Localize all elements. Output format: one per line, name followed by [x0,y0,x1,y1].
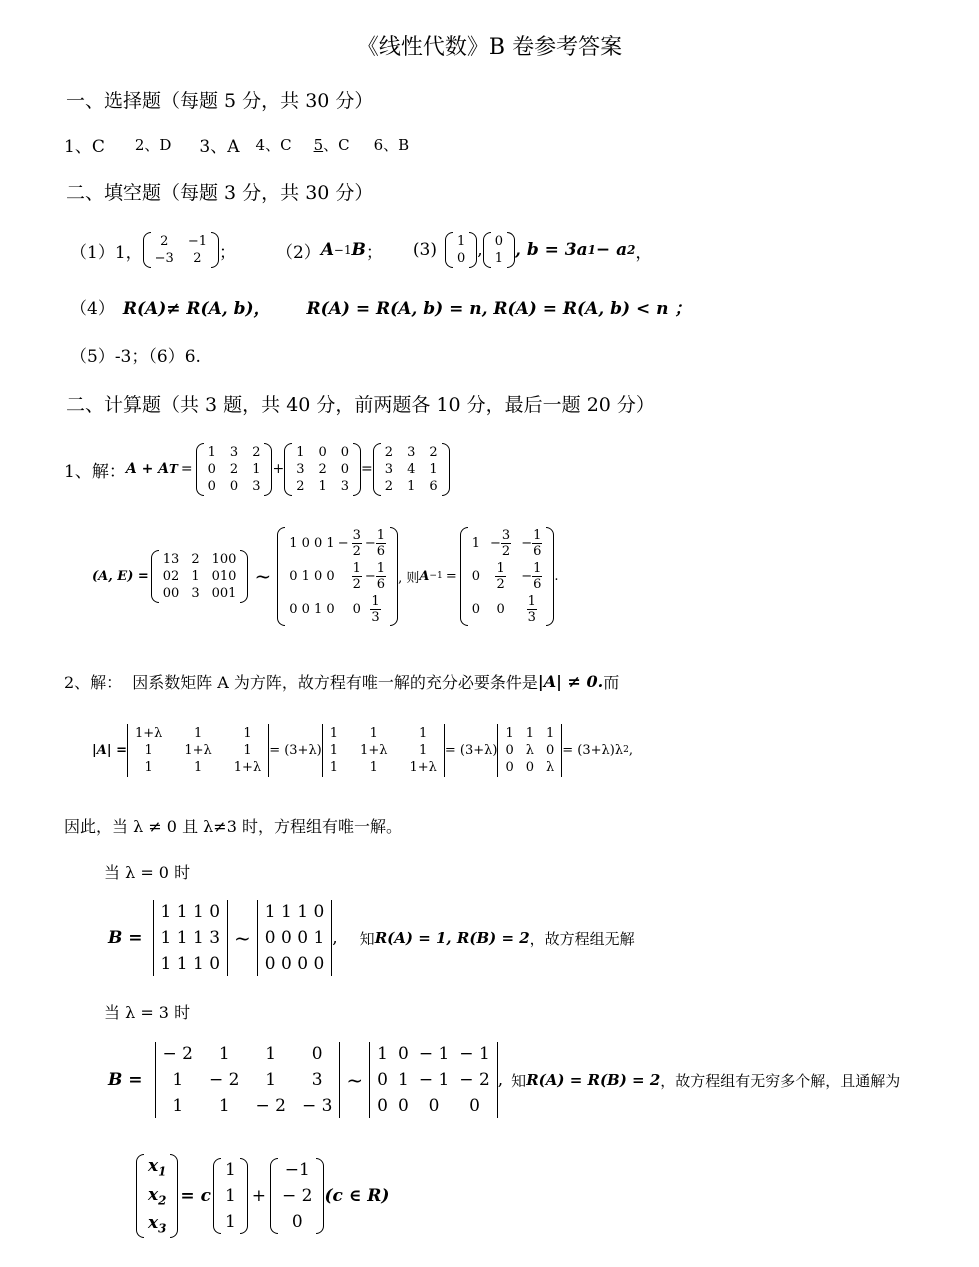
problem-1-inverse: (A, E) = 13 2 100 02 1 010 00 3 001 ~ 1 0 0 1 − $\frac{3}{2}$ − $\frac{1}{6}$ 0 1 0 0 $\frac{1}{2}$ − $\frac{1}{6}$ 0 0 1 0 0 $\frac{1}{3}$ , 则 A −1 = 1 − $\frac{3}{2}$ − $\frac{1}{6}$ 0 $\frac{1}{2}$ − $\frac{1}{6}$ 0 0 $\frac{1}{3}$ . [92,527,559,625]
solution-vector-1: 1 1 1 [213,1158,248,1234]
reduced-matrix: 1 0 0 1 − $\frac{3}{2}$ − $\frac{1}{6}$ 0 1 0 0 $\frac{1}{2}$ − $\frac{1}{6}$ 0 0 1 0 0 $\frac{1}{3}$ [277,527,398,626]
answer-6: 6、B [373,136,410,154]
det-matrix-1: 1+λ 1 1 1 1+λ 1 1 1 1+λ [127,724,269,777]
q3-vector-1: 1 0 [445,232,477,268]
fill-row-4: （4） R(A)≠ R(A, b)， R(A) = R(A, b) = n, R(A) = R(A, b) < n ； [70,299,692,319]
det-matrix-2: 1 1 1 1 1+λ 1 1 1 1+λ [322,724,445,777]
case-0-matrix-1: 1 1 1 0 1 1 1 3 1 1 1 0 [153,900,228,976]
choice-answers [64,132,409,157]
problem-2-intro: 2、解： 因系数矩阵 A 为方阵，故方程有唯一解的充分必要条件是 |A| ≠ 0. 而 [64,672,620,692]
case-3-matrix-2: 1 0 − 1 − 1 0 1 − 1 − 2 0 0 0 0 [369,1042,498,1118]
q1-prefix: （1）1， [70,242,143,263]
matrix-a: 1 3 2 0 2 1 0 0 3 [196,443,273,496]
q1-matrix: 2 −1 −3 2 [143,232,219,268]
unique-solution-condition: 因此，当 λ ≠ 0 且 λ≠3 时，方程组有唯一解。 [64,817,402,836]
augmented-matrix: 13 2 100 02 1 010 00 3 001 [151,550,249,603]
answer-5: 5、C [313,136,350,154]
case-3-matrix-1: − 2 1 1 0 1 − 2 1 3 1 1 − 2 − 3 [155,1042,341,1118]
determinant-row: |A| = 1+λ 1 1 1 1+λ 1 1 1 1+λ = (3+λ) 1 1 1 1 1+λ 1 1 1 1+λ = (3+λ) 1 1 1 0 λ 0 0 0 λ = (3+λ)λ 2 , [92,725,634,775]
answer-4: 4、C [255,136,292,154]
solution-x-vector: $x_1$ $x_2$ $x_3$ [136,1154,178,1237]
case-3-row: B = − 2 1 1 0 1 − 2 1 3 1 1 − 2 − 3 ~ 1 0 − 1 − 1 0 1 − 1 − 2 0 0 0 0 , 知 R(A) = R(B) = 2 ，故方程组有无穷多个解，且通解为 [108,1044,901,1116]
matrix-a-transpose: 1 0 0 3 2 0 2 1 3 [284,443,361,496]
case-0-row: B = 1 1 1 0 1 1 1 3 1 1 1 0 ~ 1 1 1 0 0 0 0 1 0 0 0 0 , 知 R(A) = 1, R(B) = 2 ，故方程组无解 [108,902,635,974]
case-lambda-0: 当 λ = 0 时 [104,863,191,882]
matrix-sum: 2 3 2 3 4 1 2 1 6 [373,443,450,496]
section-3-heading: 二、计算题（共 3 题，共 40 分，前两题各 10 分，最后一题 20 分） [66,394,655,416]
solution-vector-2: −1 − 2 0 [270,1158,324,1234]
case-0-matrix-2: 1 1 1 0 0 0 0 1 0 0 0 0 [257,900,332,976]
answer-1: 1、C [64,137,105,157]
section-1-heading: 一、选择题（每题 5 分，共 30 分） [66,90,374,112]
q3-vector-2: 0 1 [483,232,515,268]
answer-3: 3、A [199,137,240,157]
general-solution: $x_1$ $x_2$ $x_3$ = c 1 1 1 + −1 − 2 0 (c ∈ R) [136,1152,389,1240]
det-matrix-3: 1 1 1 0 λ 0 0 0 λ [497,724,562,777]
section-2-heading: 二、填空题（每题 3 分，共 30 分） [66,182,374,204]
inverse-matrix: 1 − $\frac{3}{2}$ − $\frac{1}{6}$ 0 $\frac{1}{2}$ − $\frac{1}{6}$ 0 0 $\frac{1}{3}$ [460,527,555,626]
problem-1-sum: 1、解： A + A T = 1 3 2 0 2 1 0 0 3 + 1 0 0 3 2 0 2 1 3 = 2 3 2 3 4 1 2 1 6 [64,436,450,502]
fill-row-5-6: （5）-3；（6）6. [70,347,201,367]
answer-2: 2、D [134,136,172,154]
fill-row-1: （1）1， 2 −1 −3 2 ； （2） A −1 B ； (3) 1 0 , 0 1 , b = 3a 1 − a 2 ， [70,234,653,266]
case-lambda-3: 当 λ = 3 时 [104,1003,191,1022]
page-title: 《线性代数》B 卷参考答案 [356,35,623,60]
